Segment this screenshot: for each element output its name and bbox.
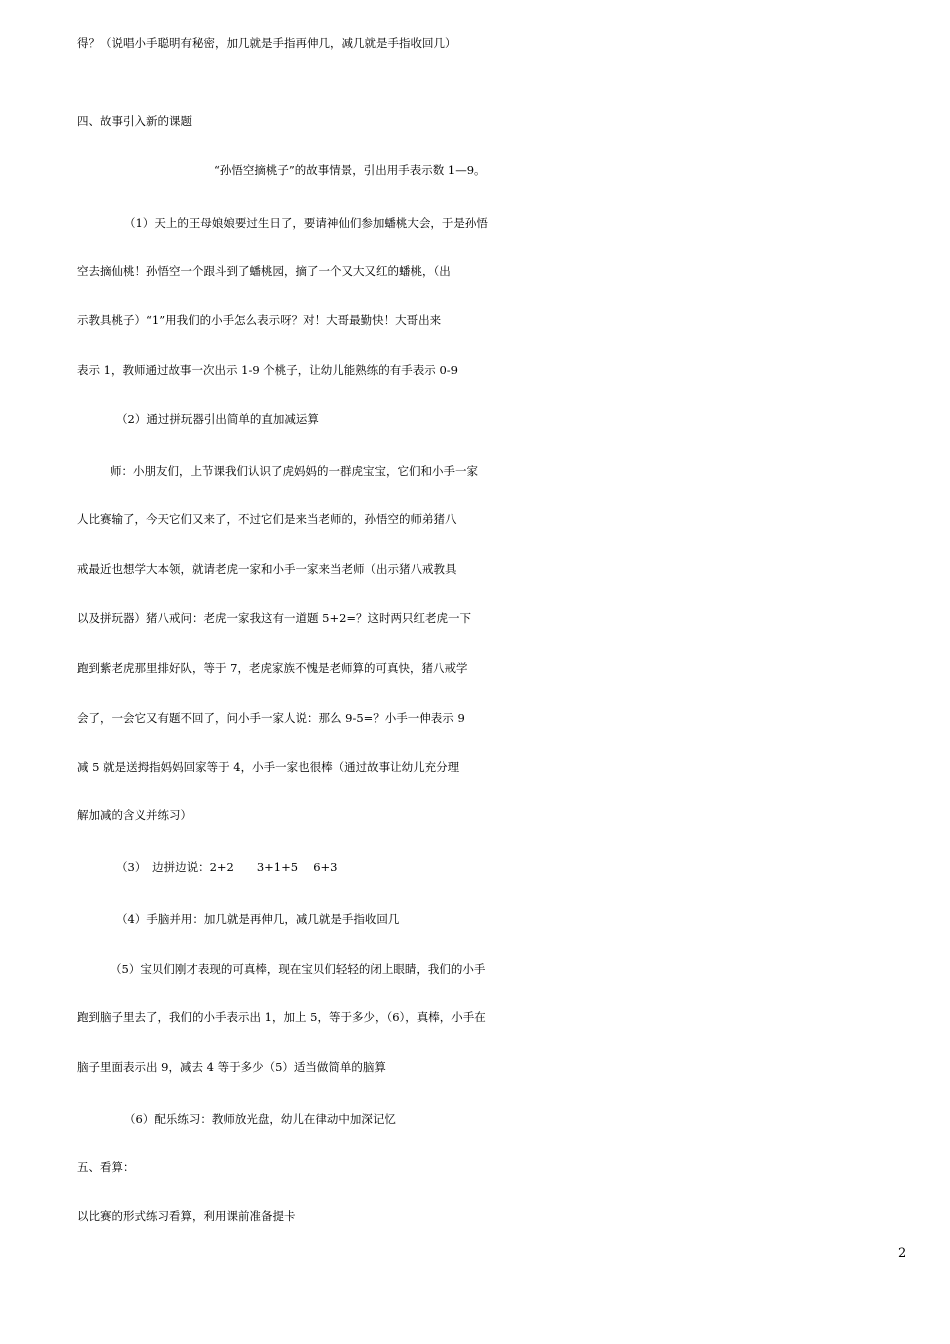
text-line: 以及拼玩器）猪八戒问：老虎一家我这有一道题 5+2=？这时两只红老虎一下 [77, 611, 472, 625]
text-line: 人比赛输了，今天它们又来了，不过它们是来当老师的，孙悟空的师弟猪八 [77, 512, 457, 526]
text-line: （2）通过拼玩器引出简单的直加减运算 [116, 412, 319, 426]
text-line: （6）配乐练习：教师放光盘，幼儿在律动中加深记忆 [124, 1112, 396, 1126]
section-heading: 四、故事引入新的课题 [77, 114, 192, 128]
text-line: （3） 边拼边说：2+2 3+1+5 6+3 [116, 860, 338, 874]
text-line: 师：小朋友们，上节课我们认识了虎妈妈的一群虎宝宝，它们和小手一家 [110, 464, 478, 478]
text-line: 跑到脑子里去了，我们的小手表示出 1，加上 5，等于多少，（6），真棒，小手在 [77, 1010, 486, 1024]
text-line: 减 5 就是送拇指妈妈回家等于 4，小手一家也很棒（通过故事让幼儿充分理 [77, 760, 460, 774]
text-line: （4）手脑并用：加几就是再伸几，减几就是手指收回几 [116, 912, 400, 926]
text-line: 戒最近也想学大本领，就请老虎一家和小手一家来当老师（出示猪八戒教具 [77, 562, 457, 576]
text-line: 跑到紫老虎那里排好队，等于 7，老虎家族不愧是老师算的可真快，猪八戒学 [77, 661, 468, 675]
text-line: 以比赛的形式练习看算，利用课前准备提卡 [77, 1209, 296, 1223]
text-line: 会了，一会它又有题不回了，问小手一家人说：那么 9-5=？小手一伸表示 9 [77, 711, 465, 725]
text-line: （1）天上的王母娘娘要过生日了，要请神仙们参加蟠桃大会，于是孙悟 [124, 216, 488, 230]
section-heading: 五、看算： [77, 1160, 135, 1174]
text-line: 空去摘仙桃！孙悟空一个跟斗到了蟠桃园，摘了一个又大又红的蟠桃，（出 [77, 264, 451, 278]
text-line: 得？（说唱小手聪明有秘密，加几就是手指再伸几，减几就是手指收回几） [77, 36, 457, 50]
text-line: 表示 1，教师通过故事一次出示 1-9 个桃子，让幼儿能熟练的有手表示 0-9 [77, 363, 458, 377]
text-line: “孙悟空摘桃子”的故事情景，引出用手表示数 1—9。 [214, 163, 486, 177]
text-line: 示教具桃子）“1”用我们的小手怎么表示呀？对！大哥最勤快！大哥出来 [77, 313, 442, 327]
text-line: 解加减的含义并练习） [77, 808, 192, 822]
page-number: 2 [898, 1246, 907, 1261]
text-line: 脑子里面表示出 9，减去 4 等于多少（5）适当做简单的脑算 [77, 1060, 386, 1074]
text-line: （5）宝贝们刚才表现的可真棒，现在宝贝们轻轻的闭上眼睛，我们的小手 [110, 962, 486, 976]
